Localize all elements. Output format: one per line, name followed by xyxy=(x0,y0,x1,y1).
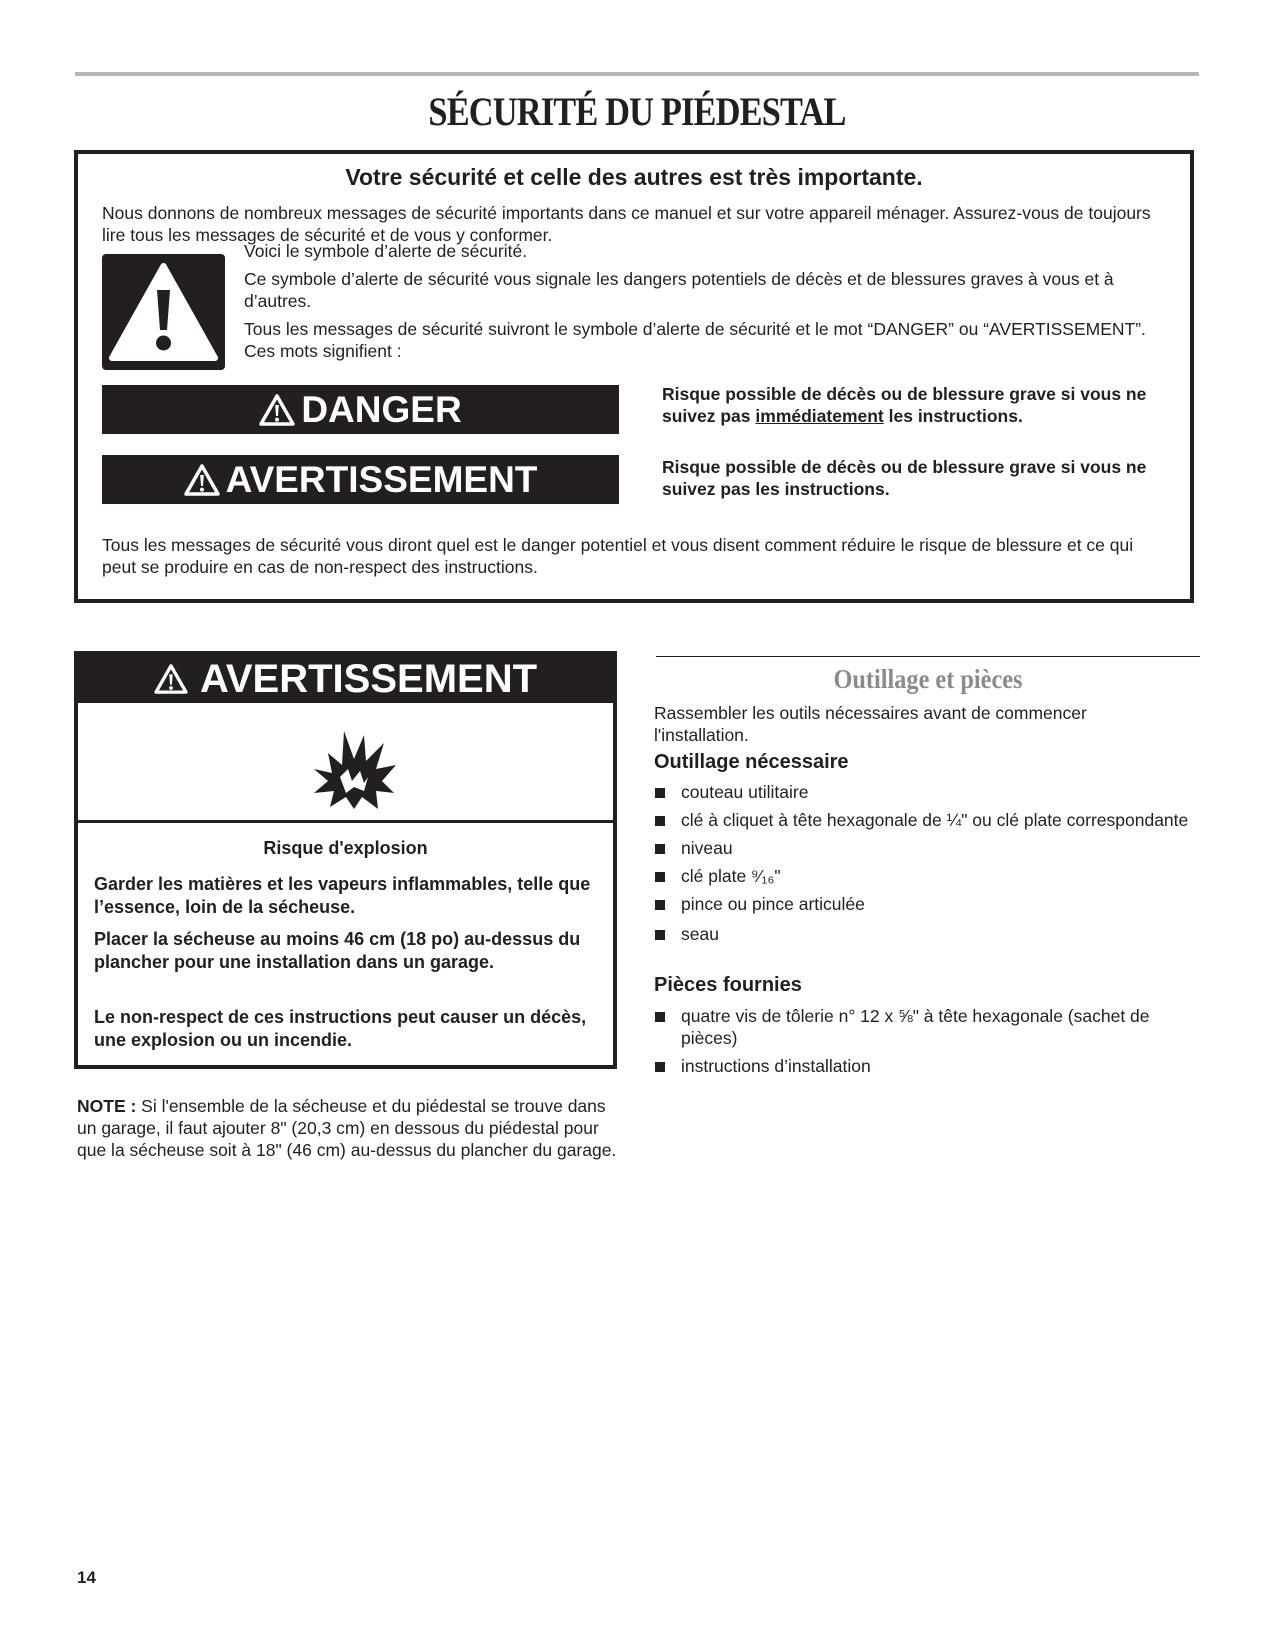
note-label: NOTE : xyxy=(77,1096,137,1116)
safety-info-box xyxy=(74,150,1194,603)
list-item: pince ou pince articulée xyxy=(654,893,1194,915)
list-item: couteau utilitaire xyxy=(654,781,1194,803)
warning-header-label: AVERTISSEMENT xyxy=(199,656,538,701)
warning-label: AVERTISSEMENT xyxy=(225,458,538,500)
safety-intro: Nous donnons de nombreux messages de sécurité importants dans ce manuel et sur votre appareil ménager. Assurez-vous de toujours lire tous les messages de sécurité et de vous y conformer. xyxy=(102,203,1151,245)
warning-header xyxy=(78,655,613,703)
danger-description: Risque possible de décès ou de blessure grave si vous ne suivez pas immédiatement les instructions. xyxy=(662,384,1147,426)
list-item: niveau xyxy=(654,837,1194,859)
page-number: 14 xyxy=(77,1568,96,1587)
explosion-warning-box xyxy=(74,651,617,1069)
garage-note xyxy=(77,1095,617,1161)
warning-divider xyxy=(78,820,613,823)
symbol-line: Voici le symbole d’alerte de sécurité. xyxy=(244,241,528,261)
danger-signal-bar xyxy=(102,385,619,434)
safety-heading: Votre sécurité et celle des autres est très importante. xyxy=(345,164,923,190)
list-item: seau xyxy=(654,923,1194,945)
note-text: Si l'ensemble de la sécheuse et du piédestal se trouve dans un garage, il faut ajouter 8" (20,3 cm) en dessous du piédestal pour que la sécheuse soit à 18" (46 cm) au-dessus du plancher du garage. xyxy=(77,1096,617,1160)
alert-triangle-icon xyxy=(259,394,295,426)
signal-words-line: Tous les messages de sécurité suivront le symbole d’alerte de sécurité et le mot “DANGER” ou “AVERTISSEMENT”. Ces mots signifient : xyxy=(244,319,1146,361)
list-item: quatre vis de tôlerie n° 12 x ⅝" à tête hexagonale (sachet de pièces) xyxy=(654,1005,1194,1049)
warning-paragraph-3: Le non-respect de ces instructions peut causer un décès, une explosion ou un incendie. xyxy=(94,1007,587,1050)
page-title: SÉCURITÉ DU PIÉDESTAL xyxy=(428,89,846,134)
required-tools-heading: Outillage nécessaire xyxy=(654,751,849,773)
section-rule xyxy=(656,656,1200,657)
risk-title: Risque d'explosion xyxy=(263,838,428,858)
top-rule xyxy=(75,72,1199,76)
tools-intro: Rassembler les outils nécessaires avant de commencer l'installation. xyxy=(654,703,1087,745)
list-item: clé à cliquet à tête hexagonale de ¼" ou clé plate correspondante xyxy=(654,809,1194,831)
safety-footer: Tous les messages de sécurité vous diront quel est le danger potentiel et vous disent comment réduire le risque de blessure et ce qui peut se produire en cas de non-respect des instructions. xyxy=(102,535,1134,577)
alert-triangle-icon xyxy=(184,464,220,496)
warning-paragraph-1: Garder les matières et les vapeurs inflammables, telle que l’essence, loin de la sécheuse. xyxy=(94,874,591,917)
danger-label: DANGER xyxy=(301,388,462,430)
warning-description: Risque possible de décès ou de blessure grave si vous ne suivez pas les instructions. xyxy=(662,457,1147,499)
warning-paragraph-2: Placer la sécheuse au moins 46 cm (18 po) au-dessus du plancher pour une installation dans un garage. xyxy=(94,929,581,972)
list-item: instructions d’installation xyxy=(654,1055,1194,1077)
supplied-parts-heading: Pièces fournies xyxy=(654,974,802,996)
required-tools-list xyxy=(654,781,1194,951)
safety-alert-icon xyxy=(102,254,225,370)
danger-emphasis: immédiatement xyxy=(755,406,884,426)
list-item: clé plate ⁹⁄₁₆" xyxy=(654,865,1194,887)
tools-section-title: Outillage et pièces xyxy=(833,664,1023,694)
warning-signal-bar xyxy=(102,455,619,504)
alert-triangle-icon xyxy=(154,664,188,694)
symbol-meaning: Ce symbole d’alerte de sécurité vous signale les dangers potentiels de décès et de blessures graves à vous et à d’autres. xyxy=(244,269,1114,311)
explosion-icon xyxy=(306,721,401,811)
supplied-parts-list xyxy=(654,1005,1194,1083)
